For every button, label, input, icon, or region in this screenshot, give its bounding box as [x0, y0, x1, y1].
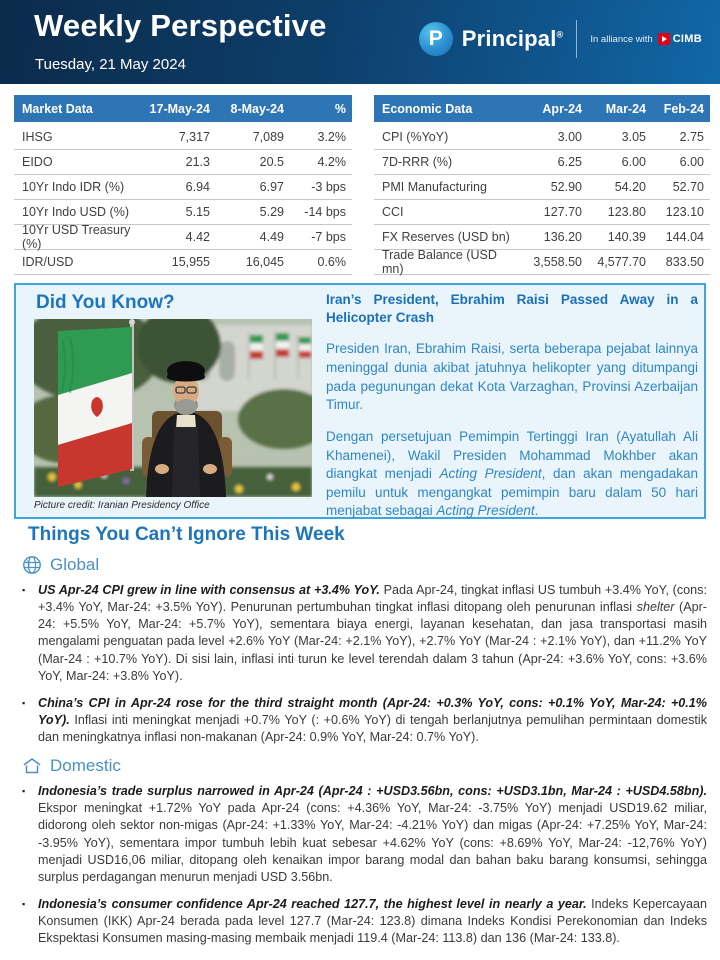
issue-date: Tuesday, 21 May 2024 — [35, 56, 186, 73]
market-col-3: % — [334, 101, 346, 116]
market-table-title: Market Data — [22, 101, 93, 116]
cimb-arrow-icon — [658, 33, 670, 45]
row-value: 5.29 — [259, 205, 284, 219]
row-label: IDR/USD — [22, 255, 74, 269]
bullet-marker: ▪ — [22, 898, 26, 909]
section-title: Things You Can’t Ignore This Week — [28, 524, 345, 545]
row-value: 6.25 — [557, 155, 582, 169]
row-value: 21.3 — [185, 155, 210, 169]
did-you-know-title: Did You Know? — [36, 292, 175, 313]
domestic-bullet-2: ▪ Indonesia’s consumer confidence Apr-24 reached 127.7, the highest level in nearly a year. Indeks Kepercayaan Konsumen (IKK) Apr-24 berada pada level 127.7 (Mar-24: 123.8) dimana Indeks Kondisi Perekonomian dan Indeks Ekspektasi Konsumen masing-masing membaik menjadi 119.4 (Mar-24: 113.8) dan 136 (Mar-24: 133.8). — [22, 896, 707, 947]
bullet-lead: Indonesia’s trade surplus narrowed in Apr-24 (Apr-24 : +USD3.56bn, cons: +USD3.1bn, Mar-24 : +USD4.58bn). — [38, 784, 707, 799]
bullet-marker: ▪ — [22, 697, 26, 708]
registered-mark: ® — [556, 29, 564, 40]
global-subsection-header — [22, 555, 707, 575]
global-bullet-2: ▪ China’s CPI in Apr-24 rose for the third straight month (Apr-24: +0.3% YoY, cons: +0.1% YoY, Mar-24: +0.1% YoY). Inflasi inti meningkat menjadi +0.7% YoY (: +0.6% YoY) di tengah berlanjutnya pemulihan permintaan domestik dan meningkatnya inflasi non-makanan (Apr-24: 0.9% YoY, Mar-24: 0.7% YoY). — [22, 695, 707, 746]
row-change: 3.2% — [317, 130, 346, 144]
row-value: 140.39 — [607, 230, 646, 244]
domestic-bullet-1: ▪ Indonesia’s trade surplus narrowed in Apr-24 (Apr-24 : +USD3.56bn, cons: +USD3.1bn, Mar-24 : +USD4.58bn). Ekspor meningkat +1.72% YoY pada Apr-24 (cons: +4.36% YoY, Mar-24: -3.75% YoY) menjadi USD19.62 miliar, didorong oleh sektor non-migas (Apr-24: +1.33% YoY, Mar-24: -4.21% YoY) dan migas (Apr-24: +7.25% YoY, Mar-24: -3.95% YoY), sementara impor tumbuh lebih kuat sebesar +4.62% YoY (cons: +8.69% YoY, Mar-24: -12,76% YoY) menjadi USD16,06 miliar, ditopang oleh kenaikan impor barang modal dan bahan baku barang konsumsi, sehingga surplus perdagangan menurun menjadi USD 3.56bn. — [22, 783, 707, 886]
article-paragraph-1: Presiden Iran, Ebrahim Raisi, serta beberapa pejabat lainnya meninggal dunia akibat jatuhnya helikopter yang ditumpangi pada pegunungan dekat Kota Varzaghan, Provinsi Azerbaijan Timur. — [326, 341, 698, 413]
table-row — [374, 200, 710, 225]
page-title: Weekly Perspective — [34, 8, 327, 43]
row-value: 3,558.50 — [533, 255, 582, 269]
row-label: 7D-RRR (%) — [382, 155, 453, 169]
econ-col-1: Apr-24 — [542, 101, 582, 116]
did-you-know-article — [326, 291, 698, 521]
row-value: 3.05 — [621, 130, 646, 144]
row-value: 7,317 — [178, 130, 210, 144]
row-label: FX Reserves (USD bn) — [382, 230, 510, 244]
row-value: 136.20 — [543, 230, 582, 244]
brand-divider — [576, 20, 577, 58]
row-label: PMI Manufacturing — [382, 180, 487, 194]
table-row — [374, 250, 710, 275]
global-bullet-1: ▪ US Apr-24 CPI grew in line with consensus at +3.4% YoY. Pada Apr-24, tingkat inflasi US tumbuh +3.4% YoY, (cons: +3.4% YoY, Mar-24: +3.5% YoY). Penurunan pertumbuhan tingkat inflasi ditopang oleh penurunan inflasi shelter (Apr-24: +5.5% YoY, Mar-24: +5.7% YoY), sementara biaya energi, layanan kesehatan, dan jasa transportasi masih mengalami penguatan pada level +2.6% YoY (Mar-24: +2.1% YoY), +2.7% YoY (Mar-24 : +2.1% YoY), dan +11.2% YoY (Mar-24 : +10.7% YoY). Di sisi lain, inflasi inti turun ke level terendah dalam 3 tahun (Apr-24: +3.6% YoY, cons: +3.6% YoY, Mar-24: +3.8% YoY). — [22, 582, 707, 685]
row-value: 6.00 — [679, 155, 704, 169]
raisi-photo — [34, 319, 312, 497]
market-col-1: 17-May-24 — [149, 101, 210, 116]
row-value: 4.49 — [259, 230, 284, 244]
raisi-photo-illustration — [34, 319, 312, 497]
row-value: 16,045 — [245, 255, 284, 269]
bullet-lead: Indonesia’s consumer confidence Apr-24 reached 127.7, the highest level in nearly a year. — [38, 896, 592, 911]
economic-table-title: Economic Data — [382, 101, 473, 116]
row-label: CPI (%YoY) — [382, 130, 449, 144]
bullet-marker: ▪ — [22, 786, 26, 797]
domestic-subsection-header — [22, 756, 707, 776]
table-row — [14, 150, 352, 175]
market-col-2: 8-May-24 — [230, 101, 284, 116]
row-value: 15,955 — [171, 255, 210, 269]
row-label: 10Yr Indo USD (%) — [22, 205, 129, 219]
brand-lockup — [419, 20, 702, 58]
alliance-text: In alliance with — [590, 33, 653, 45]
row-value: 6.94 — [185, 180, 210, 194]
row-value: 54.20 — [614, 180, 646, 194]
row-value: 6.97 — [259, 180, 284, 194]
row-label: Trade Balance (USD mn) — [382, 248, 497, 276]
row-value: 3.00 — [557, 130, 582, 144]
row-value: 20.5 — [259, 155, 284, 169]
did-you-know-panel — [14, 283, 706, 519]
row-change: 4.2% — [317, 155, 346, 169]
row-value: 4,577.70 — [597, 255, 646, 269]
row-change: 0.6% — [317, 255, 346, 269]
row-value: 127.70 — [543, 205, 582, 219]
row-label: CCI — [382, 205, 404, 219]
row-label: 10Yr Indo IDR (%) — [22, 180, 125, 194]
row-value: 123.80 — [607, 205, 646, 219]
row-value: 4.42 — [185, 230, 210, 244]
row-value: 2.75 — [679, 130, 704, 144]
row-value: 144.04 — [665, 230, 704, 244]
weekly-highlights-section — [0, 524, 720, 957]
row-value: 5.15 — [185, 205, 210, 219]
row-value: 7,089 — [252, 130, 284, 144]
table-row — [374, 175, 710, 200]
article-headline: Iran’s President, Ebrahim Raisi Passed Away in a Helicopter Crash — [326, 292, 698, 326]
row-label: EIDO — [22, 155, 53, 169]
table-row — [14, 225, 352, 250]
table-row — [14, 200, 352, 225]
row-change: -3 bps — [311, 180, 346, 194]
photo-credit: Picture credit: Iranian Presidency Office — [34, 500, 210, 511]
market-data-table — [14, 95, 352, 275]
principal-logo-icon — [419, 22, 453, 56]
cimb-name: CIMB — [672, 33, 702, 45]
row-value: 52.70 — [672, 180, 704, 194]
table-row — [374, 225, 710, 250]
domestic-label: Domestic — [50, 756, 121, 776]
alliance-lockup — [590, 33, 702, 45]
row-value: 833.50 — [665, 255, 704, 269]
row-value: 6.00 — [621, 155, 646, 169]
row-change: -7 bps — [311, 230, 346, 244]
row-label: 10Yr USD Treasury (%) — [22, 223, 131, 251]
economic-table-header — [374, 95, 710, 122]
row-value: 123.10 — [665, 205, 704, 219]
home-icon — [22, 756, 42, 776]
bullet-marker: ▪ — [22, 585, 26, 595]
table-row — [374, 150, 710, 175]
row-change: -14 bps — [304, 205, 346, 219]
globe-icon — [22, 555, 42, 575]
econ-col-3: Feb-24 — [663, 101, 704, 116]
bullet-lead: China’s CPI in Apr-24 rose for the third straight month (Apr-24: +0.3% YoY, cons: +0.1% YoY, Mar-24: +0.1% YoY). — [38, 695, 707, 727]
brand-name: Principal® — [461, 26, 564, 51]
table-row — [14, 175, 352, 200]
table-row — [14, 125, 352, 150]
cimb-logo — [658, 33, 702, 45]
header-banner — [0, 0, 720, 84]
principal-logo-letter: P — [428, 27, 443, 50]
row-value: 52.90 — [550, 180, 582, 194]
econ-col-2: Mar-24 — [605, 101, 646, 116]
table-row — [374, 125, 710, 150]
table-row — [14, 250, 352, 275]
article-paragraph-2: Dengan persetujuan Pemimpin Tertinggi Iran (Ayatullah Ali Khamenei), Wakil Presiden Mohammad Mokhber akan diangkat menjadi Acting President, dan akan mengadakan pemilu untuk mengangkat pemimpin baru dalam 50 hari menjabat sebagai Acting President. — [326, 428, 698, 519]
economic-data-table — [374, 95, 710, 275]
global-label: Global — [50, 555, 100, 574]
row-label: IHSG — [22, 130, 53, 144]
bullet-lead: US Apr-24 CPI grew in line with consensus at +3.4% YoY. — [38, 583, 384, 597]
market-table-header — [14, 95, 352, 122]
